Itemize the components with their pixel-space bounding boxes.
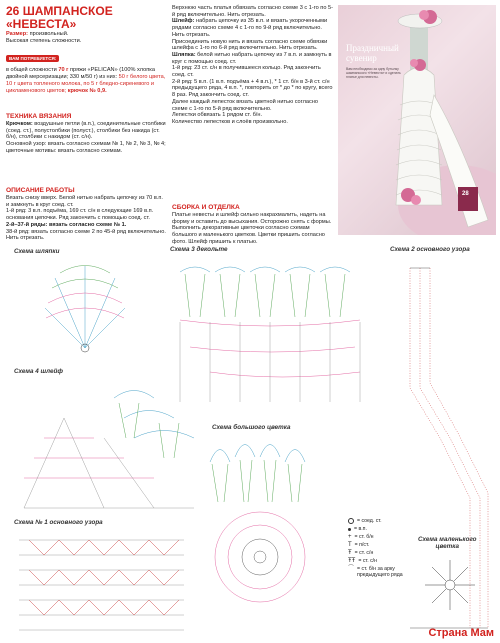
big-flower-diagram [200, 432, 320, 612]
size-line: Размер: произвольный. [6, 31, 69, 37]
mid-p1: Верхнюю часть платья обвязать согласно схеме 3 с 1-го по 5-й ряд включительно. Нить отрезать. [172, 5, 333, 18]
legend-item: T = п/ст. [348, 542, 370, 548]
ring-icon [348, 518, 354, 524]
double-crochet-group-icon: ŦŦ [348, 558, 356, 564]
legend-item: ⌒ = ст. б/н за арку предыдущего ряда [348, 566, 403, 578]
legend-item: Ŧ = ст. с/н [348, 550, 374, 556]
technique-p1: Крючком: воздушные петли (в.п.), соединительные столбики (соед. ст.), полустолбики (полуст.), столбики без накида (ст. б/н), столбики с накидом (ст. с/н). [6, 121, 166, 141]
work-p3: 2-й–37-й ряды: вязать согласно схеме № 1. [6, 221, 127, 228]
assembly-heading: СБОРКА И ОТДЕЛКА [172, 204, 240, 211]
mid-p2: Шлейф: набрать цепочку из 35 в.п. и вязать укороченными рядами согласно схеме 4 с 1-го по 9-й ряд включительно. Нить отрезать. [172, 18, 328, 38]
caption-scheme-3: Схема 3 декольте [170, 246, 228, 253]
hat-diagram [40, 258, 130, 358]
photo-caption: Вам необходимо за одну бутылку шампанского «Невеста» и сделать платье для невесты. [346, 67, 401, 79]
materials-badge: ВАМ ПОТРЕБУЕТСЯ: [6, 55, 59, 62]
photo-title-1: Праздничный [346, 43, 399, 53]
page-title: 26 ШАМПАНСКОЕ «НЕВЕСТА» [6, 4, 113, 31]
photo-page-number: 28 [462, 191, 469, 197]
arc-stitch-icon: ⌒ [348, 566, 355, 572]
legend [348, 518, 418, 578]
mid-p6: 2-й ряд: 5 в.п. (1 в.п. подъёма + 4 в.п.), * 1 ст. б/н в 3-й ст. с/н предыдущего ряда, 4 в.п. *, повторить от * до * по кругу, всего 8 раз. Ряд закончить соед. ст. [172, 78, 333, 99]
caption-hat: Схема шляпки [14, 248, 60, 255]
small-flower-diagram [420, 555, 480, 615]
legend-item: ŦŦ = ст. с/н [348, 558, 377, 564]
caption-big-flower: Схема большого цветка [212, 424, 291, 431]
caption-scheme-4: Схема 4 шлейф [14, 368, 63, 375]
double-crochet-icon: Ŧ [348, 550, 352, 556]
technique-p2: Основной узор: вязать согласно схемам № 1, № 2, № 3, № 4; [6, 141, 166, 148]
caption-scheme-1: Схема № 1 основного узора [14, 519, 103, 526]
mid-p3: Присоединить новую нить и вязать согласно схеме обвязки шлейфа с 1-го по 6-й ряд включительно. Нить отрезать. [172, 38, 328, 52]
dot-icon [348, 528, 351, 531]
half-stitch-icon: T [348, 542, 352, 548]
caption-scheme-2: Схема 2 основного узора [390, 246, 470, 253]
work-heading: ОПИСАНИЕ РАБОТЫ [6, 187, 75, 194]
difficulty: Высокая степень сложности. [6, 37, 82, 44]
work-p4: 38-й ряд: вязать согласно схеме 2 по 45-й ряд включительно. Нить отрезать. [6, 228, 166, 242]
watermark: Страна Мам [428, 627, 494, 639]
work-p1: Вязать снизу вверх. Белой нитью набрать цепочку из 70 в.п. и замкнуть в круг соед. ст. [6, 195, 163, 208]
assembly-p1: Платье невесты и шлейф сильно накрахмалить, надеть на форму и оставить до высыхания. Осторожно снять с формы. [172, 212, 332, 225]
legend-item: = соед. ст. [348, 518, 418, 524]
materials-text: в общей сложности 70 г пряжи «PELICAN» (100% хлопка двойной мерсеризации; 330 м/50 г) из них: 50 г белого цвета, 10 г цвета топленого молока, по 5 г бледно-сиреневого и цикламенового цветов; крючок № 0,9. [6, 67, 166, 94]
legend-item: + = ст. б/н [348, 534, 374, 540]
plus-icon: + [348, 534, 352, 540]
caption-small-flower: Схема маленького цветка [418, 536, 477, 550]
photo-title-2: сувенир [346, 53, 377, 63]
assembly-p2: Выполнить декоративные цветочки согласно схемам большого и маленького цветков. Цветки пришить согласно фото. Шлейф пришить к платью. [172, 225, 325, 245]
mid-p7: Далее каждый лепесток вязать цветной нитью согласно схеме с 1-го по 5-й ряд включительно. [172, 98, 318, 112]
work-p2: 1-й ряд: 3 в.п. подъёма, 169 ст. с/н в следующие 169 в.п. основания цепочки. Ряд закончить с помощью соед. ст. [6, 208, 154, 222]
legend-item: = в.п. [348, 526, 418, 532]
mid-p8: Лепестки обвязать 1 рядом ст. б/н. [172, 112, 263, 119]
mid-p5: 1-й ряд: 23 ст. с/н в получившееся кольцо. Ряд закончить соед. ст. [172, 65, 321, 79]
scheme-4-diagram [14, 378, 204, 518]
bottle-photo-illustration [338, 5, 496, 235]
technique-p3: цветочные мотивы: вязать согласно схемам. [6, 147, 123, 154]
scheme-1-diagram [14, 530, 194, 640]
technique-heading: ТЕХНИКА ВЯЗАНИЯ [6, 113, 72, 120]
product-photo [338, 5, 496, 235]
mid-p4: Шляпка: белой нитью набрать цепочку из 7 в.п. и замкнуть в круг с помощью соед. ст. [172, 51, 332, 65]
mid-p9: Количество лепестков и слоёв произвольно. [172, 118, 288, 125]
